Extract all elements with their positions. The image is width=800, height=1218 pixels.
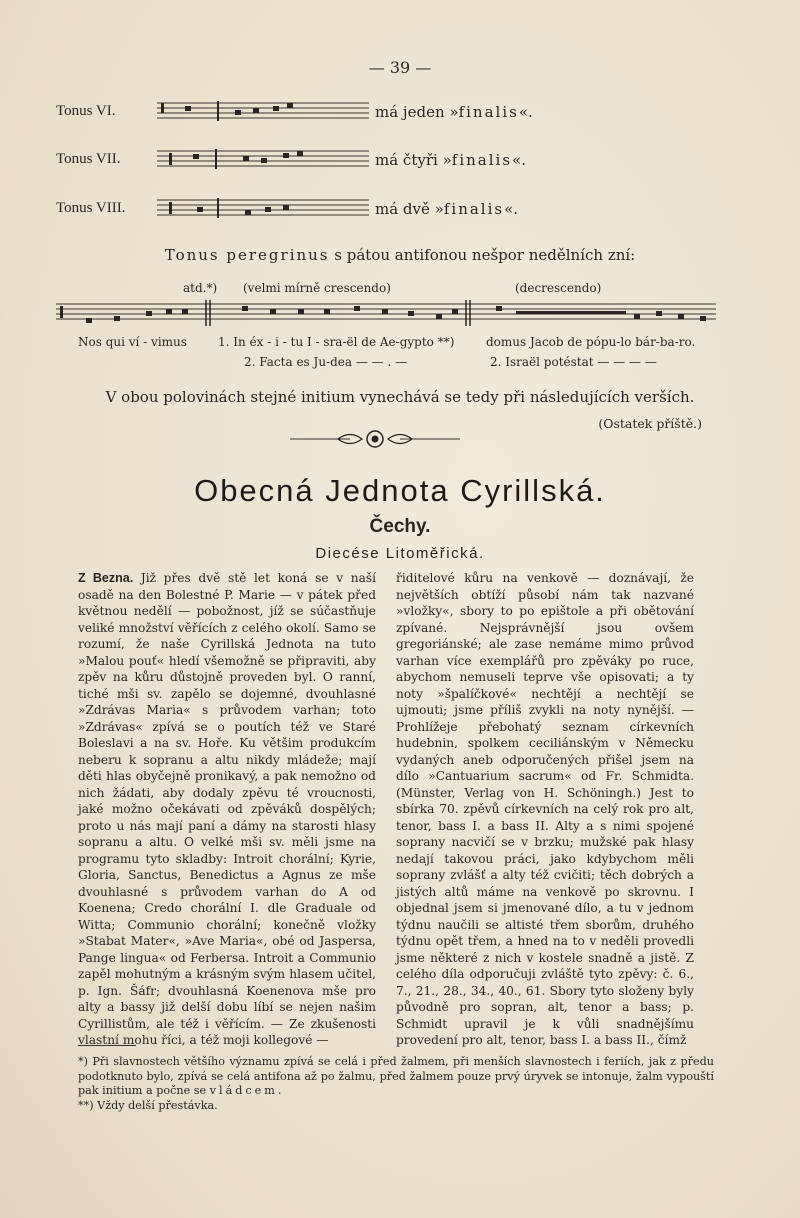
footnote-1: *) Při slavnostech většího významu zpívá se celá i před žalmem, při menších slavnostech i feriích, jak z předu podotknuto bylo, zpívá se celá antifona až po žalmu, před žalmem pouze prvý úryvek se intonuje, žalm vypouští pak initium a počne se vládcem. — [78, 1055, 714, 1097]
lyric-verse2-first-half: 2. Facta es Ju-dea — — . — — [244, 355, 408, 369]
annotation-crescendo: (velmi mírně crescendo) — [243, 281, 391, 295]
initium-note: V obou polovinách stejné initium vynechává se tedy při následujících verších. — [105, 388, 695, 406]
lyric-verse1-first-half: 1. In éx - i - tu I - sra-ël de Ae-gypto **) — [218, 335, 455, 349]
tonus-6-text: má jeden »finalis«. — [375, 103, 533, 121]
section-heading: Obecná Jednota Cyrillská. — [194, 473, 606, 508]
lyric-verse2-second-half: 2. Israël potéstat — — — — — [490, 355, 657, 369]
tonus-7-staff — [157, 145, 369, 173]
diocese-heading: Diecése Litoměřická. — [315, 545, 485, 562]
left-column-text: Již přes dvě stě let koná se v naší osadě na den Bolestné P. Marie — v pátek před květnou nedělí — pobožnost, jíž se súčastňuje veliké množství věřících z celého okolí. Samo se rozumí, že naše Cyrillská Jednota na tuto »Malou pouť« hledí všemožně se připraviti, aby zpěv na kůru důstojně proveden byl. O ranní, tiché mši sv. zapělo se dojemné, dvouhlasné »Zdrávas Maria« s průvodem varhan; toto »Zdrávas« zpívá se o poutích též ve Staré Boleslavi a na sv. Hoře. Ku většim produkcím neberu k sopranu a altu nikdy mládeže; mají děti hlas obyčejně pronikavý, a pak nemožno od nich žádati, aby dodaly zpěvu té vroucnosti, jaké možno očekávati od zpěváků dospělých; proto u nás mají paní a dámy na starosti hlasy sopranu a altu. O velké mši sv. měli jsme na programu tyto skladby: Introit chorální; Kyrie, Gloria, Sanctus, Benedictus a Agnus ze mše dvouhlasné s průvodem varhan do A od Koenena; Credo chorální I. dle Graduale od Witta; Communio chorální; konečně vložky »Stabat Mater«, »Ave Maria«, obé od Jaspersa, Pange lingua« od Ferbersa. Introit a Communio zapěl mohutným a krásným svým hlasem učitel, p. Ign. Šáfr; dvouhlasná Koenenova mše pro alty a bassy již delší dobu líbí se nejen našim Cyrillistům, ale též i věřícím. — Ze zkušenosti vlastní mohu říci, a též moji kollegové — — [78, 571, 376, 1047]
peregrinus-heading: Tonus peregrinus s pátou antifonou nešpor nedělních zní: — [164, 246, 636, 264]
tonus-8-label: Tonus VIII. — [56, 200, 126, 216]
tonus-8-staff — [157, 194, 369, 222]
continued-note: (Ostatek příště.) — [598, 416, 702, 431]
ornament-divider — [290, 428, 460, 450]
tonus-7-text: má čtyři »finalis«. — [375, 151, 526, 169]
annotation-decrescendo: (decrescendo) — [515, 281, 602, 295]
tonus-6-label: Tonus VI. — [56, 103, 116, 119]
lyric-verse1-second-half: domus Jacob de pópu-lo bár-ba-ro. — [486, 335, 696, 349]
right-column — [396, 570, 694, 1049]
region-heading: Čechy. — [369, 516, 431, 537]
peregrinus-staff — [56, 296, 716, 330]
right-column-text: řiditelové kůru na venkově — doznávají, že největších obtíží působí nám tak nazvané »vložky«, sbory to po epištole a při obětování zpívané. Nejsprávnější jsou ovšem gregoriánské; ale zase nemáme mimo průvod varhan více exemplářů pro zpěváky po ruce, abychom nemuseli teprve vše opisovati; a ty noty »špalíčkové« nechtějí a nechtějí se ujmouti; jsme příliš zvykli na noty nynější. — Prohlížeje přebohatý seznam církevních hudebnin, spolkem ceciliánským v Německu vydaných aneb odporučených přišel jsem na dílo »Cantuarium sacrum« od Fr. Schmidta. (Münster, Verlag von H. Schöningh.) Jest to sbírka 70. zpěvů církevních na celý rok pro alt, tenor, bass I. a bass II. Alty a s nimi spojené soprany nacvičí se v brzku; mužské pak hlasy nedají takovou práci, jako kdybychom měli soprany zvlášť a alty též cvičiti; těch dobrých a jistých altů máme na venkově po skrovnu. I objednal jsem si jmenované dílo, a tu v jednom týdnu naučili se altisté třem sborům, druhého týdnu opět třem, a hned na to v neděli provedli jsme některé z nich v kostele snadně a jistě. Z celého díla odporučuji zvláště tyto zpěvy: č. 6., 7., 21., 28., 34., 40., 61. Sbory tyto složeny byly původně pro sopran, alt, tenor a bass; p. Schmidt upravil je k vůli snadnějšímu provedení pro alt, tenor, bass I. a bass II., čímž — [396, 571, 694, 1047]
tonus-7-label: Tonus VII. — [56, 151, 121, 167]
report-place: Z Bezna. — [78, 571, 134, 585]
footnote-rule — [78, 1045, 136, 1046]
tonus-8-text: má dvě »finalis«. — [375, 200, 519, 218]
annotation-atd: atd.*) — [183, 281, 218, 295]
left-column — [78, 570, 376, 1049]
tonus-6-staff — [157, 97, 369, 125]
footnote-2: **) Vždy delší přestávka. — [78, 1099, 218, 1112]
lyric-intonation: Nos qui ví - vimus — [78, 335, 187, 349]
page-number: — 39 — — [368, 58, 432, 77]
